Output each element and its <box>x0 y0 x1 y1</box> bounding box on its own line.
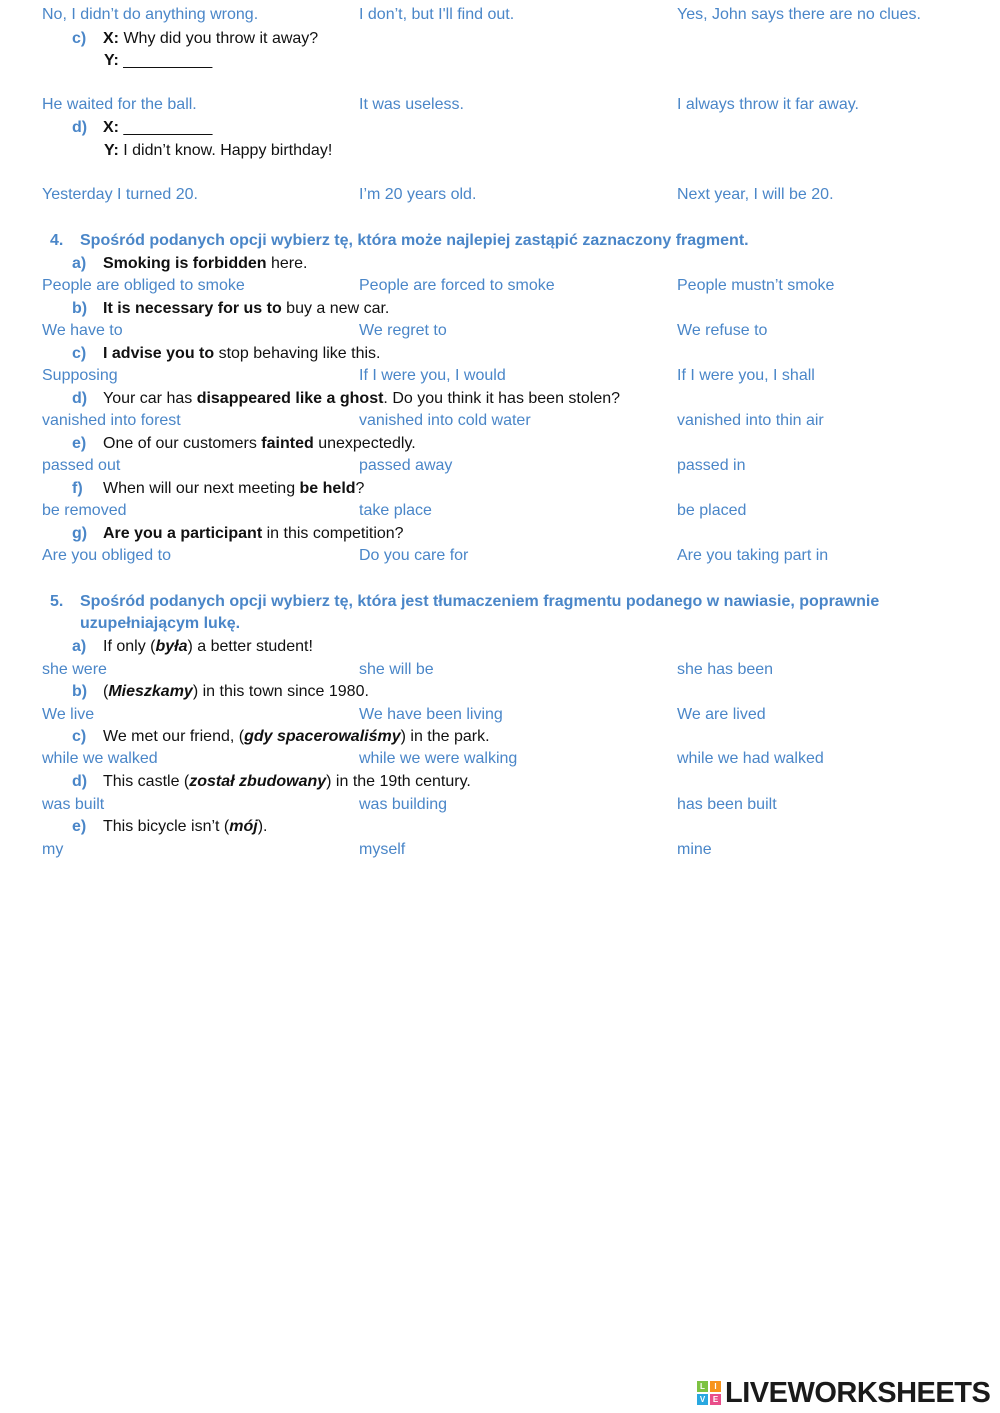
option[interactable]: We are lived <box>677 706 766 723</box>
item-letter: g) <box>72 525 88 542</box>
question-text <box>103 681 369 703</box>
highlighted-fragment: Are you a participant <box>103 525 263 542</box>
text-post: . Do you think it has been stolen? <box>383 390 621 407</box>
dialogue-line-y <box>104 50 212 72</box>
text-pre: When will our next meeting <box>103 480 300 497</box>
text-pre: This castle ( <box>103 773 190 790</box>
option[interactable]: People are obliged to smoke <box>42 277 245 294</box>
question-text <box>103 298 389 320</box>
option[interactable]: while we walked <box>42 750 158 767</box>
q4-heading <box>50 230 749 252</box>
option[interactable]: If I were you, I shall <box>677 367 815 384</box>
answer-blank[interactable]: __________ <box>119 119 213 136</box>
logo-mark-letter: E <box>710 1394 721 1405</box>
option[interactable]: It was useless. <box>359 96 464 113</box>
option[interactable]: If I were you, I would <box>359 367 506 384</box>
text-pre: If only ( <box>103 638 156 655</box>
logo-text: LIVEWORKSHEETS <box>725 1376 991 1409</box>
option[interactable]: I don’t, but I'll find out. <box>359 6 515 23</box>
answer-blank[interactable]: __________ <box>118 52 213 69</box>
text-pre: ( <box>103 683 109 700</box>
option[interactable]: He waited for the ball. <box>42 96 197 113</box>
text-post: unexpectedly. <box>313 435 416 452</box>
speaker-label: Y: <box>104 142 119 159</box>
question-text <box>103 478 364 500</box>
item-letter: f) <box>72 480 83 497</box>
question-text <box>103 726 490 748</box>
item-letter: b) <box>72 300 88 317</box>
option[interactable]: No, I didn’t do anything wrong. <box>42 6 259 23</box>
logo-mark-letter: I <box>710 1381 721 1392</box>
polish-fragment: była <box>155 638 188 655</box>
q5-heading-cont: uzupełniającym lukę. <box>80 615 241 632</box>
text-pre: Your car has <box>103 390 197 407</box>
item-letter: c) <box>72 30 87 47</box>
option[interactable]: We refuse to <box>677 322 768 339</box>
item-letter: d) <box>72 773 88 790</box>
highlighted-fragment: fainted <box>261 435 314 452</box>
option[interactable]: People are forced to smoke <box>359 277 555 294</box>
text-pre: This bicycle isn’t ( <box>103 818 230 835</box>
question-number: 4. <box>50 232 64 249</box>
dialogue-line-y <box>104 140 332 162</box>
option[interactable]: while we had walked <box>677 750 824 767</box>
text-post: ) a better student! <box>187 638 313 655</box>
option[interactable]: Are you taking part in <box>677 547 829 564</box>
option[interactable]: People mustn’t smoke <box>677 277 835 294</box>
text-pre: We met our friend, ( <box>103 728 245 745</box>
option[interactable]: We regret to <box>359 322 447 339</box>
option[interactable]: take place <box>359 502 432 519</box>
option[interactable]: while we were walking <box>359 750 518 767</box>
dialogue-text: Why did you throw it away? <box>119 30 319 47</box>
polish-fragment: Mieszkamy <box>108 683 193 700</box>
text-post: here. <box>266 255 308 272</box>
speaker-label: X: <box>103 30 119 47</box>
option[interactable]: Yesterday I turned 20. <box>42 186 198 203</box>
option[interactable]: she has been <box>677 661 774 678</box>
option[interactable]: has been built <box>677 796 777 813</box>
text-post: stop behaving like this. <box>214 345 381 362</box>
highlighted-fragment: be held <box>299 480 356 497</box>
text-post: ) in this town since 1980. <box>192 683 369 700</box>
highlighted-fragment: disappeared like a ghost <box>196 390 384 407</box>
option[interactable]: We live <box>42 706 95 723</box>
text-post: buy a new car. <box>281 300 390 317</box>
speaker-label: Y: <box>104 52 119 69</box>
text-post: ) in the park. <box>400 728 490 745</box>
highlighted-fragment: Smoking is forbidden <box>103 255 267 272</box>
question-title: Spośród podanych opcji wybierz tę, która może najlepiej zastąpić zaznaczony fragment. <box>80 232 749 249</box>
text-pre: One of our customers <box>103 435 262 452</box>
option[interactable]: was building <box>359 796 448 813</box>
text-post: in this competition? <box>262 525 404 542</box>
polish-fragment: został zbudowany <box>189 773 327 790</box>
option[interactable]: Are you obliged to <box>42 547 171 564</box>
question-text <box>103 433 416 455</box>
item-letter: b) <box>72 683 88 700</box>
text-post: ? <box>355 480 365 497</box>
question-text <box>103 343 380 365</box>
question-text <box>103 636 313 658</box>
item-letter: a) <box>72 638 87 655</box>
question-number: 5. <box>50 593 64 610</box>
speaker-label: X: <box>103 119 119 136</box>
dialogue-line-x <box>103 117 212 139</box>
option[interactable]: was built <box>42 796 105 813</box>
option[interactable]: passed in <box>677 457 746 474</box>
item-letter: d) <box>72 390 88 407</box>
logo-mark-letter: V <box>697 1394 708 1405</box>
option[interactable]: Next year, I will be 20. <box>677 186 834 203</box>
option[interactable]: passed out <box>42 457 121 474</box>
item-letter: e) <box>72 435 87 452</box>
option[interactable]: be removed <box>42 502 127 519</box>
option[interactable]: Do you care for <box>359 547 469 564</box>
option[interactable]: passed away <box>359 457 453 474</box>
option[interactable]: vanished into forest <box>42 412 181 429</box>
option[interactable]: she will be <box>359 661 434 678</box>
dialogue-line-x <box>103 28 318 50</box>
logo-mark-icon <box>697 1381 721 1405</box>
option[interactable]: Supposing <box>42 367 118 384</box>
option[interactable]: vanished into cold water <box>359 412 531 429</box>
question-text <box>103 253 307 275</box>
q5-heading <box>50 591 879 613</box>
dialogue-text: I didn’t know. Happy birthday! <box>118 142 333 159</box>
option[interactable]: mine <box>677 841 712 858</box>
item-letter: c) <box>72 728 87 745</box>
item-letter: d) <box>72 119 88 136</box>
option[interactable]: my <box>42 841 64 858</box>
item-letter: a) <box>72 255 87 272</box>
liveworksheets-logo[interactable] <box>697 1376 990 1410</box>
highlighted-fragment: It is necessary for us to <box>103 300 282 317</box>
question-text <box>103 816 267 838</box>
question-text <box>103 771 471 793</box>
option[interactable]: I’m 20 years old. <box>359 186 477 203</box>
option[interactable]: We have to <box>42 322 123 339</box>
question-text <box>103 388 620 410</box>
question-text <box>103 523 404 545</box>
polish-fragment: mój <box>229 818 258 835</box>
text-post: ). <box>257 818 268 835</box>
option[interactable]: be placed <box>677 502 747 519</box>
option[interactable]: she were <box>42 661 107 678</box>
logo-mark-letter: L <box>697 1381 708 1392</box>
polish-fragment: gdy spacerowaliśmy <box>244 728 401 745</box>
highlighted-fragment: I advise you to <box>103 345 215 362</box>
text-post: ) in the 19th century. <box>326 773 471 790</box>
question-title: Spośród podanych opcji wybierz tę, która jest tłumaczeniem fragmentu podanego w nawiasie, poprawnie <box>80 593 880 610</box>
option[interactable]: I always throw it far away. <box>677 96 859 113</box>
option[interactable]: We have been living <box>359 706 503 723</box>
option[interactable]: vanished into thin air <box>677 412 824 429</box>
option[interactable]: Yes, John says there are no clues. <box>677 6 921 23</box>
item-letter: e) <box>72 818 87 835</box>
item-letter: c) <box>72 345 87 362</box>
option[interactable]: myself <box>359 841 406 858</box>
